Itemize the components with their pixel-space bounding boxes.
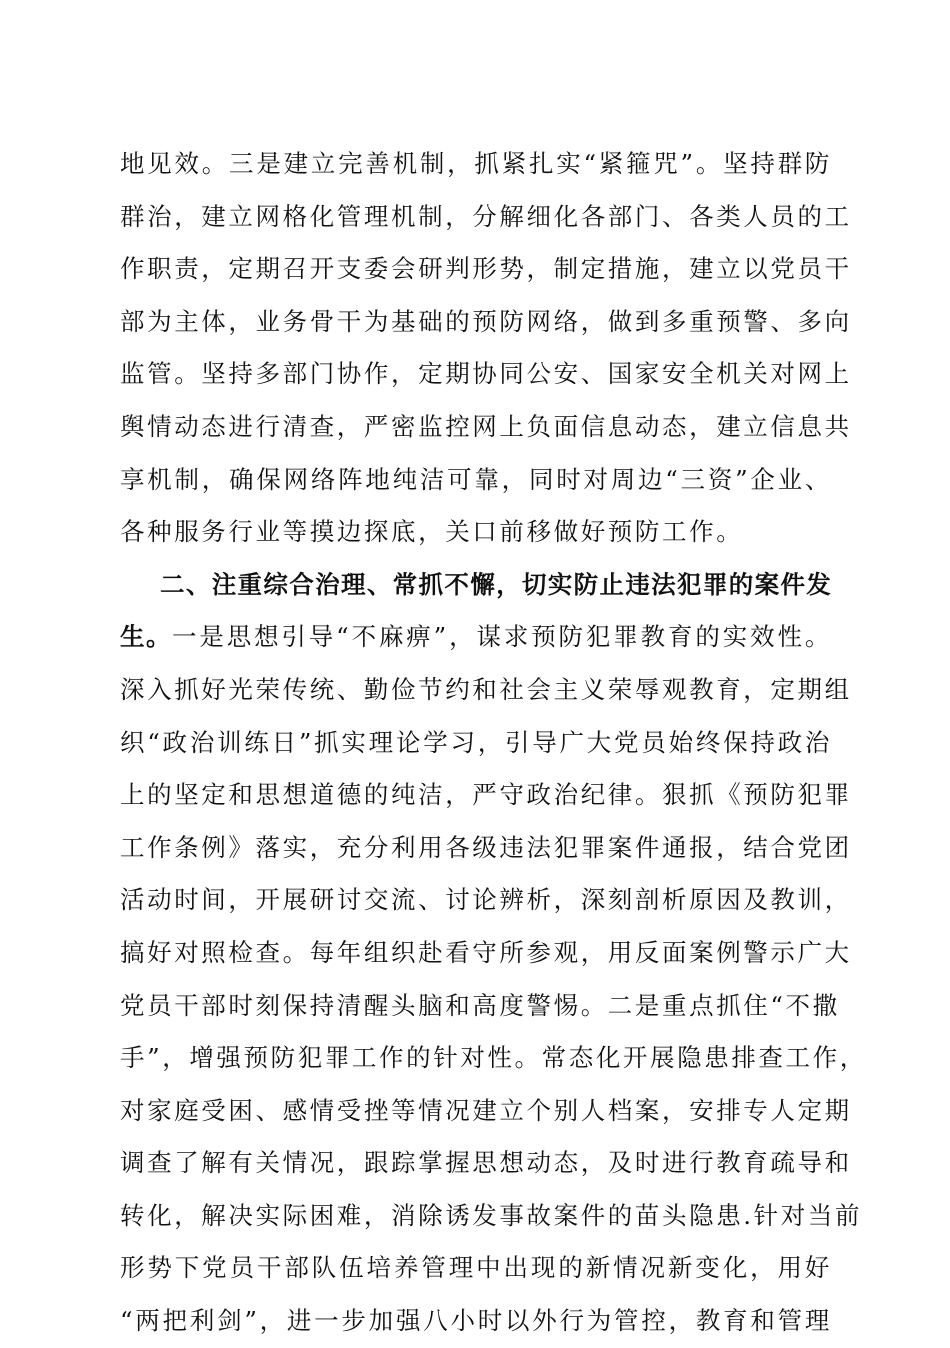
section-heading-end: 生。 [120,622,172,652]
text-line: 对家庭受困、感情受挫等情况建立个别人档案，安排专人定期 [120,1095,852,1125]
text-line: 作职责，定期召开支委会研判形势，制定措施，建立以党员干 [120,254,852,284]
text-line: 舆情动态进行清查，严密监控网上负面信息动态，建立信息共 [120,411,852,441]
text-line: 享机制，确保网络阵地纯洁可靠，同时对周边“三资”企业、 [120,464,832,494]
document-body [120,138,867,1348]
text-line: 活动时间，开展研讨交流、讨论辨析，深刻剖析原因及教训， [120,885,852,915]
text-line: 部为主体，业务骨干为基础的预防网络，做到多重预警、多向 [120,306,852,336]
text-line: 调查了解有关情况，跟踪掌握思想动态，及时进行教育疏导和 [120,1148,852,1178]
text-line: 各种服务行业等摸边探底，关口前移做好预防工作。 [120,517,744,547]
paragraph-comprehensive-governance [120,559,867,1348]
text-line: 党员干部时刻保持清醒头脑和高度警惕。二是重点抓住“不撒 [120,990,840,1020]
text-line: 手”，增强预防犯罪工作的针对性。常态化开展隐患排查工作， [120,1043,867,1073]
text-line: “两把利剑”，进一步加强八小时以外行为管控，教育和管理 [120,1306,832,1336]
section-heading: 二、注重综合治理、常抓不懈，切实防止违法犯罪的案件发 [160,569,832,599]
text-line [120,611,832,664]
text-line: 转化，解决实际困难，消除诱发事故案件的苗头隐患.针对当前 [120,1200,863,1230]
paragraph-mechanism [120,138,852,559]
text-line: 地见效。三是建立完善机制，抓紧扎实“紧箍咒”。坚持群防 [120,149,832,178]
text-segment: 一是思想引导“不麻痹”，谋求预防犯罪教育的实效性。 [171,622,832,652]
text-line: 深入抓好光荣传统、勤俭节约和社会主义荣辱观教育，定期组 [120,674,852,704]
text-line: 工作条例》落实，充分利用各级违法犯罪案件通报，结合党团 [120,832,852,862]
text-line: 监管。坚持多部门协作，定期协同公安、国家安全机关对网上 [120,359,852,389]
text-line: 形势下党员干部队伍培养管理中出现的新情况新变化，用好 [120,1253,832,1283]
text-line: 群治，建立网格化管理机制，分解细化各部门、各类人员的工 [120,201,852,231]
text-line: 上的坚定和思想道德的纯洁，严守政治纪律。狠抓《预防犯罪 [120,780,852,810]
text-line: 搞好对照检查。每年组织赴看守所参观，用反面案例警示广大 [120,937,852,967]
text-line: 织“政治训练日”抓实理论学习，引导广大党员始终保持政治 [120,727,832,757]
